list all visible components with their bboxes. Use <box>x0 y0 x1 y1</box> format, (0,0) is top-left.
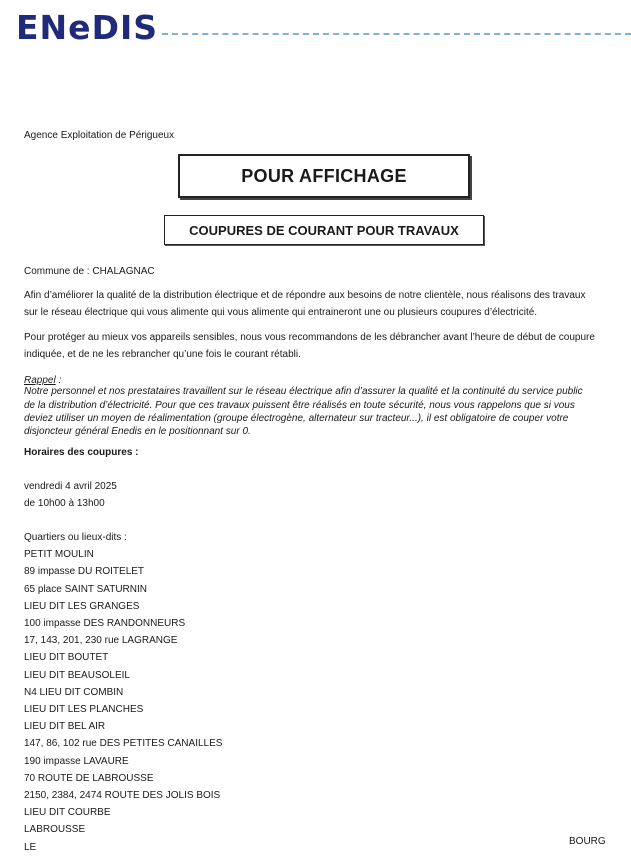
header-dashed-line <box>162 33 631 35</box>
main-title-box <box>178 154 470 198</box>
paragraph1-line1: Afin d’améliorer la qualité de la distribution électrique et de répondre aux besoins de notre clientèle, nous réalisons des travaux <box>24 290 586 301</box>
place-item: 89 impasse DU ROITELET <box>24 566 145 578</box>
place-item: LABROUSSE <box>24 824 86 836</box>
places-heading: Quartiers ou lieux-dits : <box>24 532 127 543</box>
place-item: LIEU DIT LES GRANGES <box>24 600 140 612</box>
sub-title: COUPURES DE COURANT POUR TRAVAUX <box>189 222 459 238</box>
place-item: 70 ROUTE DE LABROUSSE <box>24 772 154 784</box>
rappel-line-1: Notre personnel et nos prestataires travaillent sur le réseau électrique afin d’assurer la qualité et la continuité du service public <box>24 386 583 397</box>
place-item: PETIT MOULIN <box>24 549 94 561</box>
place-item: LIEU DIT BOUTET <box>24 652 109 664</box>
rappel-label-suffix: : <box>55 375 62 386</box>
place-item: 100 impasse DES RANDONNEURS <box>24 618 186 630</box>
logo-text-part3: DIS <box>91 8 159 47</box>
rappel-line-4: disjoncteur général Enedis en le positionnant sur 0. <box>24 426 251 437</box>
place-item: 17, 143, 201, 230 rue LAGRANGE <box>24 635 178 647</box>
rappel-line-3: deviez utiliser un moyen de réalimentation (groupe électrogène, alternateur sur tracteur...), il est obligatoire de couper votre <box>24 413 569 424</box>
paragraph1-line2: sur le réseau électrique qui vous alimente qui vous alimente qui entraineront une ou plusieurs coupures d’électricité. <box>24 307 538 318</box>
main-title: POUR AFFICHAGE <box>241 165 407 186</box>
place-item: N4 LIEU DIT COMBIN <box>24 686 124 698</box>
cut-time-range: de 10h00 à 13h00 <box>24 498 105 509</box>
logo-text-part2: e <box>68 8 92 47</box>
place-item: LIEU DIT BEL AIR <box>24 721 106 733</box>
place-item: 2150, 2384, 2474 ROUTE DES JOLIS BOIS <box>24 790 221 802</box>
logo-text-part1: EN <box>16 8 69 47</box>
enedis-logo <box>16 10 158 46</box>
rappel-label: Rappel <box>24 375 56 386</box>
cut-date: vendredi 4 avril 2025 <box>24 481 117 492</box>
place-item: 65 place SAINT SATURNIN <box>24 583 148 595</box>
place-item: 147, 86, 102 rue DES PETITES CANAILLES <box>24 738 223 750</box>
paragraph2-line1: Pour protéger au mieux vos appareils sensibles, nous vous recommandons de les débrancher avant l’heure de début de coupure <box>24 332 595 343</box>
paragraph2-line2: indiquée, et de ne les rebrancher qu’une fois le courant rétabli. <box>24 349 301 360</box>
places-list <box>24 529 222 856</box>
place-item: LIEU DIT BEAUSOLEIL <box>24 669 130 681</box>
place-item: LE <box>24 841 37 853</box>
commune-label: Commune de : CHALAGNAC <box>24 266 155 277</box>
horaires-heading: Horaires des coupures : <box>24 447 139 458</box>
bourg-label: BOURG <box>569 836 606 847</box>
place-item: 190 impasse LAVAURE <box>24 755 129 767</box>
agency-name: Agence Exploitation de Périgueux <box>24 130 175 141</box>
place-item: LIEU DIT COURBE <box>24 807 111 819</box>
place-item: LIEU DIT LES PLANCHES <box>24 704 144 716</box>
rappel-line-2: de la distribution d’électricité. Pour que ces travaux puissent être réalisés en toute sécurité, nous vous rappelons que si vous <box>24 400 575 411</box>
sub-title-box <box>164 215 484 245</box>
